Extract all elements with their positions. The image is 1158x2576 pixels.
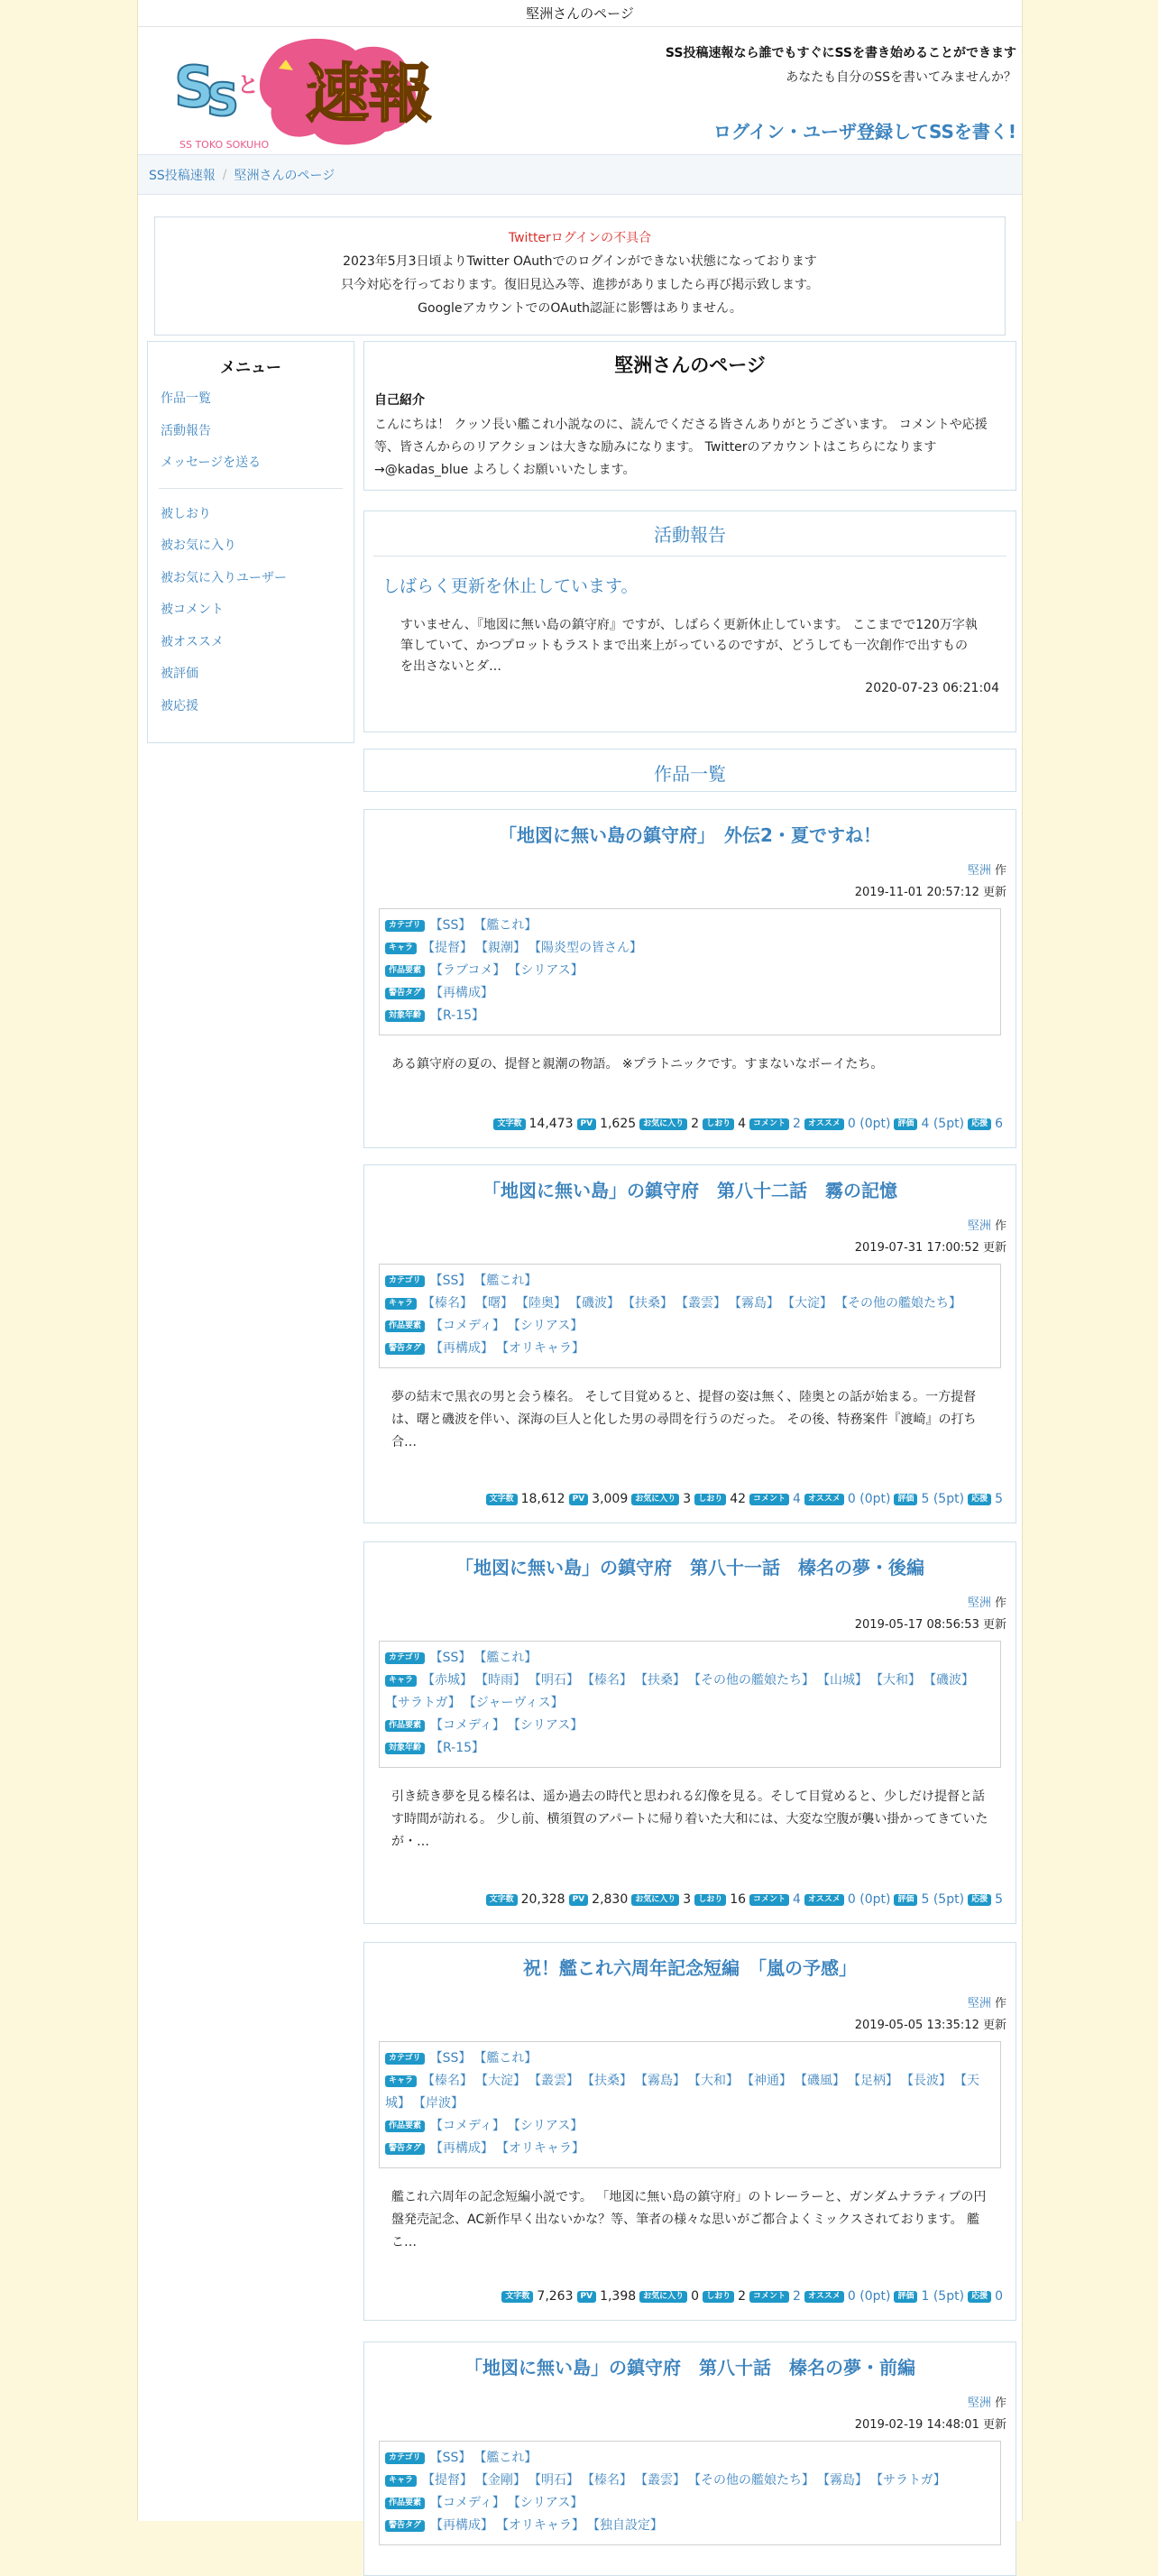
tag-box [379,1264,1001,1368]
tagline-main: SS投稿速報なら誰でもすぐにSSを書き始めることができます [665,46,1016,60]
work-updated-line [364,885,1006,901]
menu-item-favorited[interactable]: 被お気に入り [161,538,236,553]
tag-link[interactable]: 【大淀】 [788,1296,833,1311]
tag-link[interactable]: 【艦これ】 [480,918,538,933]
warning-tag-row-badge: 警告タグ [385,2143,425,2155]
tag-link[interactable]: 【再構成】 [430,1341,494,1356]
category-row-badge: カテゴリ [385,2053,425,2065]
warning-tag-row-badge: 警告タグ [385,1343,425,1355]
tag-link[interactable]: 【その他の艦娘たち】 [694,1673,815,1688]
tag-link[interactable]: 【シリアス】 [513,2496,584,2510]
menu-item-rated[interactable]: 被評価 [161,667,198,681]
stat-value-recommend[interactable]: 0 (0pt) [847,1492,891,1506]
work-title[interactable]: 「地図に無い島の鎮守府」 外伝2・夏ですね！ [499,824,881,846]
age-rating-row-badge: 対象年齢 [385,1010,425,1022]
svg-text:速報: 速報 [306,57,432,131]
tag-box [379,1641,1001,1768]
tag-link[interactable]: 【R-15】 [430,1008,485,1023]
activity-divider [373,556,1006,557]
warning-tag-row [385,2138,995,2160]
stat-value-fav: 3 [683,1492,692,1506]
tag-link[interactable]: 【明石】 [535,1673,580,1688]
menu-item-recommended[interactable]: 被オススメ [161,634,224,649]
stat-value-pv: 3,009 [592,1492,629,1506]
stat-badge-fav: お気に入り [639,2291,687,2303]
stat-value-bookmark: 16 [730,1892,747,1907]
genre-row-badge: 作品要素 [385,2498,425,2509]
chara-row [385,937,995,960]
author-suffix: 作 [994,1219,1006,1233]
tag-link[interactable]: 【オリキャラ】 [502,1341,585,1356]
stat-badge-fav: お気に入り [631,1894,679,1906]
work-card [363,809,1016,1148]
works-heading-card [363,749,1016,792]
tag-link[interactable]: 【コメディ】 [430,1319,505,1333]
tag-link[interactable]: 【叢雲】 [641,2473,686,2488]
genre-row-badge: 作品要素 [385,1320,425,1332]
updated-date: 2019-05-17 08:56:53 [854,1618,979,1632]
profile-title: 堅洲さんのページ [614,354,766,376]
stat-value-pv: 1,625 [600,1117,637,1131]
category-row-badge: カテゴリ [385,920,425,932]
tag-link[interactable]: 【陽炎型の皆さん】 [535,941,643,955]
stat-value-bookmark: 2 [738,2289,747,2304]
warning-tag-row [385,982,995,1005]
author-link[interactable]: 堅洲 [967,1997,991,2010]
notice-line: GoogleアカウントでのOAuth認証に影響はありません。 [418,301,742,316]
updated-suffix: 更新 [982,2019,1006,2032]
genre-row [385,1715,995,1737]
tag-link[interactable]: 【大和】 [877,1673,922,1688]
stat-badge-rating: 評価 [894,1494,917,1505]
stat-badge-chars: 文字数 [501,2291,533,2303]
tag-link[interactable]: 【親潮】 [482,941,527,955]
work-summary: 艦これ六周年の記念短編小説です。 「地図に無い島の鎮守府」のトレーラーと、ガンダムナラティブの円盤発売記念、AC新作早く出ないかな？等、筆者の様々な思いがご都合よくミックスされております。 艦こ… [391,2190,987,2249]
tag-link[interactable]: 【扶桑】 [629,1296,674,1311]
menu-item-bookmarked[interactable]: 被しおり [161,506,211,521]
tag-link[interactable]: 【陸奥】 [522,1296,567,1311]
stat-value-comment[interactable]: 2 [793,2289,801,2304]
work-summary: ある鎮守府の夏の、提督と親潮の物語。 ※プラトニックです。すまないなボーイたち。 [391,1057,884,1072]
stat-badge-chars: 文字数 [486,1894,518,1906]
stat-value-pv: 2,830 [592,1892,629,1907]
tag-link[interactable]: 【霧島】 [641,2074,686,2088]
category-row [385,1270,995,1293]
tag-link[interactable]: 【オリキャラ】 [502,2518,585,2533]
tag-link[interactable]: 【長波】 [907,2074,952,2088]
chara-row-badge: キャラ [385,2475,417,2487]
tag-link[interactable]: 【大和】 [694,2074,740,2088]
category-row-badge: カテゴリ [385,1275,425,1287]
tag-link[interactable]: 【コメディ】 [430,2496,505,2510]
tag-link[interactable]: 【提督】 [422,941,473,955]
tag-link[interactable]: 【榛名】 [588,1673,633,1688]
warning-tag-row-badge: 警告タグ [385,988,425,999]
tag-link[interactable]: 【岸波】 [419,2096,464,2111]
work-stats [482,1492,1003,1506]
chara-row [385,2470,995,2492]
tag-link[interactable]: 【霧島】 [735,1296,780,1311]
tag-link[interactable]: 【サラトガ】 [385,1696,461,1710]
activity-body: すいません、『地図に無い島の鎮守府』ですが、しばらく更新休止しています。 ここまでで120万字執筆していて、かつプロットもラストまで出来上がっているのですが、どうしても一次創作で出すものを出さないとダ… [400,618,978,674]
activity-date: 2020-07-23 06:21:04 [865,681,999,695]
updated-date: 2019-07-31 17:00:52 [854,1241,979,1255]
updated-date: 2019-11-01 20:57:12 [854,886,979,899]
stat-value-bookmark: 4 [738,1117,747,1131]
genre-row [385,2115,995,2138]
stat-value-rating[interactable]: 4 (5pt) [921,1117,965,1131]
stat-badge-fav: お気に入り [639,1118,687,1130]
activity-subtitle[interactable]: しばらく更新を休止しています。 [382,576,639,596]
work-updated-line [364,1240,1006,1256]
genre-row-badge: 作品要素 [385,2121,425,2132]
work-stats [498,2289,1003,2304]
tag-link[interactable]: 【霧島】 [823,2473,868,2488]
author-link[interactable]: 堅洲 [967,1219,991,1233]
author-link[interactable]: 堅洲 [967,1596,991,1610]
tag-box [379,908,1001,1035]
breadcrumb-home[interactable]: SS投稿速報 [149,168,216,183]
tag-link[interactable]: 【金剛】 [482,2473,527,2488]
work-updated-line [364,2417,1006,2433]
tag-link[interactable]: 【ラブコメ】 [430,963,506,978]
notice-box [154,216,1006,336]
menu-title: メニュー [220,359,281,377]
stat-badge-cheer: 応援 [968,1494,991,1505]
genre-row-badge: 作品要素 [385,965,425,977]
work-title[interactable]: 「地図に無い島」の鎮守府 第八十話 榛名の夢・前編 [464,2357,915,2378]
author-link[interactable]: 堅洲 [967,2397,991,2410]
tagline-sub: あなたも自分のSSを書いてみませんか？ [786,70,1016,85]
breadcrumb-separator: / [222,167,227,182]
stat-badge-cheer: 応援 [968,1118,991,1130]
works-heading: 作品一覧 [654,763,726,785]
stat-value-pv: 1,398 [600,2289,637,2304]
tag-link[interactable]: 【扶桑】 [641,1673,686,1688]
stat-value-comment[interactable]: 2 [793,1117,801,1131]
tag-link[interactable]: 【艦これ】 [480,1274,538,1288]
stat-badge-recommend: オススメ [804,1118,844,1130]
tag-link[interactable]: 【榛名】 [422,2074,473,2088]
stat-value-fav: 3 [683,1892,692,1907]
tag-link[interactable]: 【磯波】 [575,1296,620,1311]
stat-badge-comment: コメント [749,2291,789,2303]
tag-link[interactable]: 【シリアス】 [514,963,584,978]
tag-link[interactable]: 【コメディ】 [430,1718,505,1733]
tag-link[interactable]: 【SS】 [429,1274,472,1288]
tag-link[interactable]: 【シリアス】 [513,2119,584,2133]
profile-card [363,341,1016,491]
author-suffix: 作 [994,1997,1006,2010]
stat-value-chars: 20,328 [520,1892,565,1907]
tag-link[interactable]: 【SS】 [429,2051,472,2065]
stat-value-comment[interactable]: 4 [793,1492,801,1506]
chara-row [385,2070,995,2115]
stat-badge-recommend: オススメ [804,1494,844,1505]
warning-tag-row [385,2515,995,2537]
stat-badge-bookmark: しおり [694,1894,726,1906]
intro-text: こんにちは！ クッソ長い艦これ小説なのに、読んでくださる皆さんありがとうございます。 コメントや応援等、皆さんからのリアクションは大きな励みになります。 Twitterのアカウントはこちらになります→@kadas_blue よろしくお願いいたします。 [374,418,988,477]
tag-link[interactable]: 【その他の艦娘たち】 [694,2473,815,2488]
tag-link[interactable]: 【叢雲】 [535,2074,580,2088]
stat-badge-fav: お気に入り [631,1494,679,1505]
tag-link[interactable]: 【再構成】 [430,2141,494,2156]
svg-text:S: S [207,74,240,126]
work-title[interactable]: 祝！艦これ六周年記念短編 「嵐の予感」 [523,1957,857,1979]
notice-title: Twitterログインの不具合 [508,231,652,245]
stat-badge-rating: 評価 [894,1894,917,1906]
stat-badge-chars: 文字数 [493,1118,525,1130]
author-suffix: 作 [994,1596,1006,1610]
chara-row-badge: キャラ [385,1298,417,1310]
tagline [666,41,1016,90]
svg-text:S: S [174,54,215,120]
login-register-link[interactable]: ログイン・ユーザ登録してSSを書く! [712,121,1016,143]
genre-row [385,960,995,982]
stat-badge-cheer: 応援 [968,2291,991,2303]
stat-value-rating[interactable]: 5 (5pt) [921,1892,965,1907]
stat-value-recommend[interactable]: 0 (0pt) [847,1117,891,1131]
tag-link[interactable]: 【大淀】 [482,2074,527,2088]
stat-badge-recommend: オススメ [804,2291,844,2303]
category-row [385,1647,995,1670]
stat-badge-rating: 評価 [894,1118,917,1130]
work-updated-line [364,1617,1006,1633]
stat-value-recommend[interactable]: 0 (0pt) [847,2289,891,2304]
stat-badge-bookmark: しおり [694,1494,726,1505]
stat-value-chars: 18,612 [520,1492,565,1506]
tag-link[interactable]: 【神通】 [748,2074,793,2088]
menu-item-activity[interactable]: 活動報告 [161,423,211,438]
chara-row-badge: キャラ [385,943,417,954]
category-row [385,2047,995,2070]
category-row [385,2447,995,2470]
tag-link[interactable]: 【足柄】 [854,2074,899,2088]
age-rating-row [385,1005,995,1027]
stat-value-rating[interactable]: 5 (5pt) [921,1492,965,1506]
tag-link[interactable]: 【シリアス】 [513,1319,584,1333]
stat-badge-cheer: 応援 [968,1894,991,1906]
category-row-badge: カテゴリ [385,2452,425,2464]
stat-badge-pv: PV [577,1118,597,1130]
stat-value-cheer[interactable]: 0 [995,2289,1003,2304]
category-row-badge: カテゴリ [385,1652,425,1664]
stat-value-recommend[interactable]: 0 (0pt) [847,1892,891,1907]
page [137,0,1023,2533]
intro-label: 自己紹介 [374,393,425,408]
genre-row-badge: 作品要素 [385,1720,425,1732]
stat-value-cheer[interactable]: 6 [995,1117,1003,1131]
stat-badge-comment: コメント [749,1494,789,1505]
menu-divider [159,488,343,489]
work-title[interactable]: 「地図に無い島」の鎮守府 第八十二話 霧の記憶 [482,1180,897,1201]
stat-badge-comment: コメント [749,1118,789,1130]
work-author-line [364,2396,1006,2412]
stat-badge-bookmark: しおり [703,1118,734,1130]
stat-badge-chars: 文字数 [486,1494,518,1505]
work-stats [482,1892,1003,1907]
tag-link[interactable]: 【扶桑】 [588,2074,633,2088]
updated-suffix: 更新 [982,2418,1006,2432]
svg-text:とうこう: とうこう [237,72,324,97]
stat-badge-pv: PV [569,1494,589,1505]
warning-tag-row [385,1338,995,1360]
work-updated-line [364,2018,1006,2034]
work-author-line [364,1596,1006,1612]
tag-link[interactable]: 【磯波】 [930,1673,975,1688]
age-rating-row [385,1737,995,1760]
work-card [363,2341,1016,2576]
tag-link[interactable]: 【オリキャラ】 [502,2141,585,2156]
stat-value-cheer[interactable]: 5 [995,1492,1003,1506]
tag-link[interactable]: 【叢雲】 [682,1296,727,1311]
updated-suffix: 更新 [982,1241,1006,1255]
chara-row [385,1293,995,1315]
stat-value-bookmark: 42 [730,1492,747,1506]
stat-badge-bookmark: しおり [703,2291,734,2303]
chara-row [385,1670,995,1715]
tag-link[interactable]: 【榛名】 [422,1296,473,1311]
stat-badge-recommend: オススメ [804,1894,844,1906]
tag-link[interactable]: 【天城】 [385,2074,980,2111]
tag-link[interactable]: 【艦これ】 [480,1651,538,1665]
updated-suffix: 更新 [982,1618,1006,1632]
stat-badge-comment: コメント [749,1894,789,1906]
updated-date: 2019-02-19 14:48:01 [854,2418,979,2432]
sidebar-menu [147,341,354,743]
tag-link[interactable]: 【曙】 [482,1296,514,1311]
tag-link[interactable]: 【榛名】 [588,2473,633,2488]
work-card [363,1942,1016,2321]
stat-value-chars: 14,473 [528,1117,574,1131]
category-row [385,915,995,937]
tag-link[interactable]: 【艦これ】 [480,2051,538,2065]
tag-box [379,2041,1001,2168]
menu-item-cheered[interactable]: 被応援 [161,698,198,713]
tag-link[interactable]: 【SS】 [429,1651,472,1665]
notice-line: 只今対応を行っております。復旧見込み等、進捗がありましたら再び掲示致します。 [341,278,819,292]
stat-badge-rating: 評価 [894,2291,917,2303]
svg-text:SS TOKO SOKUHO: SS TOKO SOKUHO [179,139,270,151]
work-summary: 夢の結末で黒衣の男と会う榛名。 そして目覚めると、提督の姿は無く、陸奥との話が始まる。一方提督は、曙と磯波を伴い、深海の巨人と化した男の尋問を行うのだった。 その後、特務案件『渡崎』の打ち合… [391,1390,977,1449]
tag-link[interactable]: 【シリアス】 [513,1718,584,1733]
tag-link[interactable]: 【SS】 [429,918,472,933]
tag-link[interactable]: 【時雨】 [482,1673,527,1688]
stat-value-fav: 2 [691,1117,700,1131]
work-stats [490,1117,1003,1131]
tag-link[interactable]: 【コメディ】 [430,2119,505,2133]
tag-link[interactable]: 【山城】 [823,1673,868,1688]
genre-row [385,2492,995,2515]
stat-value-chars: 7,263 [537,2289,574,2304]
menu-item-works[interactable]: 作品一覧 [161,391,211,406]
work-card [363,1541,1016,1924]
tag-link[interactable]: 【サラトガ】 [877,2473,946,2488]
breadcrumb-current[interactable]: 堅洲さんのページ [234,168,335,183]
work-author-line [364,1219,1006,1235]
site-header [138,27,1022,155]
notice-line: 2023年5月3日頃よりTwitter OAuthでのログインができない状態になっております [343,254,817,269]
tag-link[interactable]: 【再構成】 [430,2518,494,2533]
work-author-line [364,1996,1006,2012]
menu-item-message[interactable]: メッセージを送る [161,455,262,470]
stat-value-comment[interactable]: 4 [793,1892,801,1907]
menu-item-commented[interactable]: 被コメント [161,603,224,617]
tag-link[interactable]: 【SS】 [429,2451,472,2465]
menu-item-favorited-user[interactable]: 被お気に入りユーザー [161,570,287,585]
author-link[interactable]: 堅洲 [967,864,991,878]
warning-tag-row-badge: 警告タグ [385,2520,425,2532]
chara-row-badge: キャラ [385,2075,417,2087]
updated-date: 2019-05-05 13:35:12 [854,2019,979,2032]
tag-link[interactable]: 【ジャーヴィス】 [469,1696,564,1710]
work-title[interactable]: 「地図に無い島」の鎮守府 第八十一話 榛名の夢・後編 [455,1557,924,1578]
tag-link[interactable]: 【独自設定】 [593,2518,664,2533]
age-rating-row-badge: 対象年齢 [385,1743,425,1754]
stat-value-rating[interactable]: 1 (5pt) [921,2289,965,2304]
top-bar-title: 堅洲さんのページ [138,0,1022,27]
tag-box [379,2441,1001,2545]
tag-link[interactable]: 【艦これ】 [480,2451,538,2465]
stat-badge-pv: PV [577,2291,597,2303]
genre-row [385,1315,995,1338]
breadcrumb [138,155,1022,195]
activity-title: 活動報告 [654,524,726,546]
author-suffix: 作 [994,2397,1006,2410]
work-card [363,1164,1016,1523]
updated-suffix: 更新 [982,886,1006,899]
work-summary: 引き続き夢を見る榛名は、遥か過去の時代と思われる幻像を見る。そして目覚めると、少しだけ提督と話す時間が訪れる。 少し前、横須賀のアパートに帰り着いた大和には、大変な空腹が襲い掛かってきていたが・… [391,1789,988,1849]
tag-link[interactable]: 【明石】 [535,2473,580,2488]
stat-value-cheer[interactable]: 5 [995,1892,1003,1907]
activity-card [363,511,1016,732]
tag-link[interactable]: 【R-15】 [430,1741,485,1755]
stat-value-fav: 0 [691,2289,700,2304]
tag-link[interactable]: 【その他の艦娘たち】 [841,1296,962,1311]
site-logo[interactable] [170,32,430,152]
tag-link[interactable]: 【再構成】 [430,986,494,1000]
stat-badge-pv: PV [569,1894,589,1906]
tag-link[interactable]: 【赤城】 [422,1673,473,1688]
work-author-line [364,863,1006,879]
tag-link[interactable]: 【提督】 [422,2473,473,2488]
chara-row-badge: キャラ [385,1675,417,1687]
author-suffix: 作 [994,864,1006,878]
tag-link[interactable]: 【磯風】 [801,2074,846,2088]
